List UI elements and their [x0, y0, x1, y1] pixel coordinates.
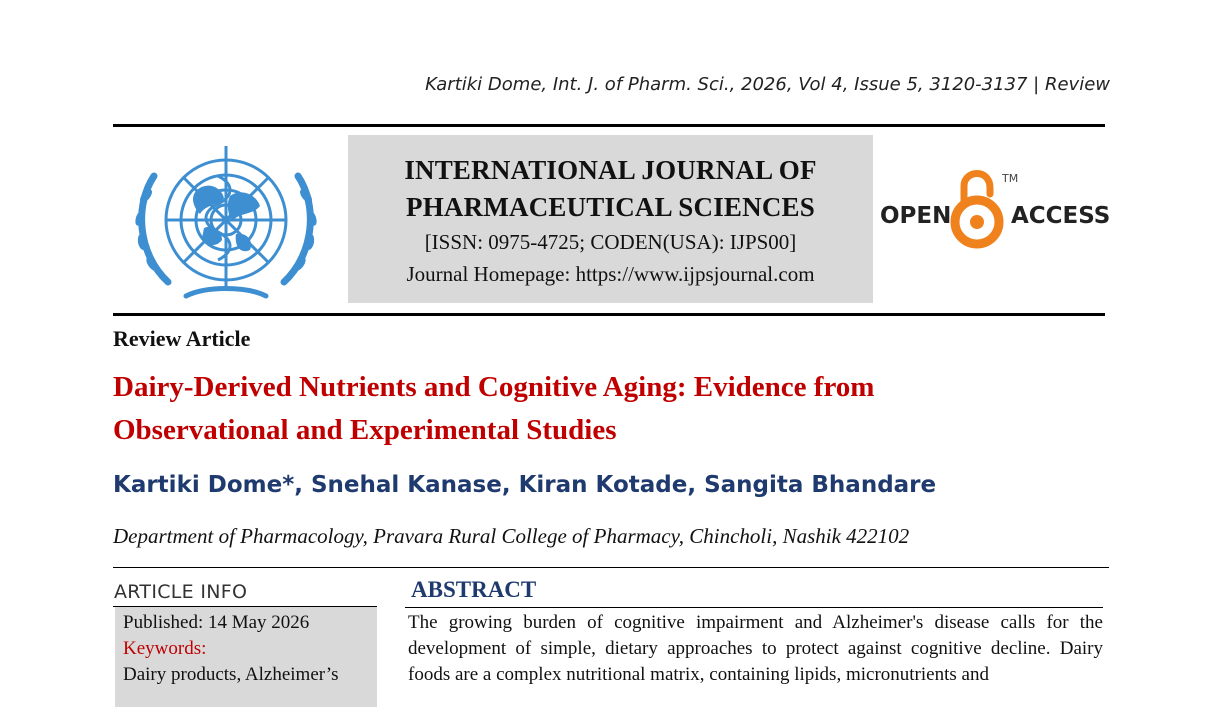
journal-title-line1: INTERNATIONAL JOURNAL OF	[404, 155, 817, 185]
article-title	[113, 366, 1013, 452]
article-info-heading: ARTICLE INFO	[114, 581, 248, 603]
abstract-rule	[405, 607, 1103, 608]
author-affiliation: Department of Pharmacology, Pravara Rural College of Pharmacy, Chincholi, Nashik 422102	[113, 524, 910, 548]
author-list: Kartiki Dome*, Snehal Kanase, Kiran Kotade, Sangita Bhandare	[113, 472, 937, 498]
open-access-tm: TM	[1002, 172, 1019, 185]
keywords-list: Dairy products, Alzheimer’s	[123, 664, 339, 685]
header-rule-top	[113, 124, 1105, 127]
journal-issn: [ISSN: 0975-4725; CODEN(USA): IJPS00]	[424, 230, 797, 254]
abstract-heading: ABSTRACT	[411, 577, 537, 602]
journal-homepage: Journal Homepage: https://www.ijpsjournal.com	[406, 262, 815, 286]
article-title-line2: Observational and Experimental Studies	[113, 414, 617, 446]
open-access-right-text: ACCESS	[1011, 203, 1110, 229]
article-type: Review Article	[113, 326, 251, 351]
header-rule-bottom	[113, 313, 1105, 316]
citation-header: Kartiki Dome, Int. J. of Pharm. Sci., 2026, Vol 4, Issue 5, 3120-3137 | Review	[425, 74, 1110, 95]
abstract-body: The growing burden of cognitive impairment and Alzheimer's disease calls for the development of simple, dietary approaches to protect against cognitive decline. Dairy foods are a complex nutritional matrix, containing lipids, micronutrients and	[408, 612, 1103, 685]
open-access-lock-icon	[955, 174, 999, 245]
keywords-label: Keywords:	[123, 638, 207, 659]
article-title-line1: Dairy-Derived Nutrients and Cognitive Aging: Evidence from	[113, 371, 875, 403]
un-emblem-logo-icon	[126, 136, 326, 308]
open-access-logo	[878, 160, 1110, 255]
open-access-left-text: OPEN	[880, 203, 952, 229]
article-info-box	[115, 607, 377, 707]
journal-title-line2: PHARMACEUTICAL SCIENCES	[406, 192, 815, 222]
journal-title	[348, 152, 873, 226]
published-date: Published: 14 May 2026	[123, 612, 310, 633]
section-divider	[113, 567, 1109, 568]
journal-masthead	[348, 135, 873, 303]
